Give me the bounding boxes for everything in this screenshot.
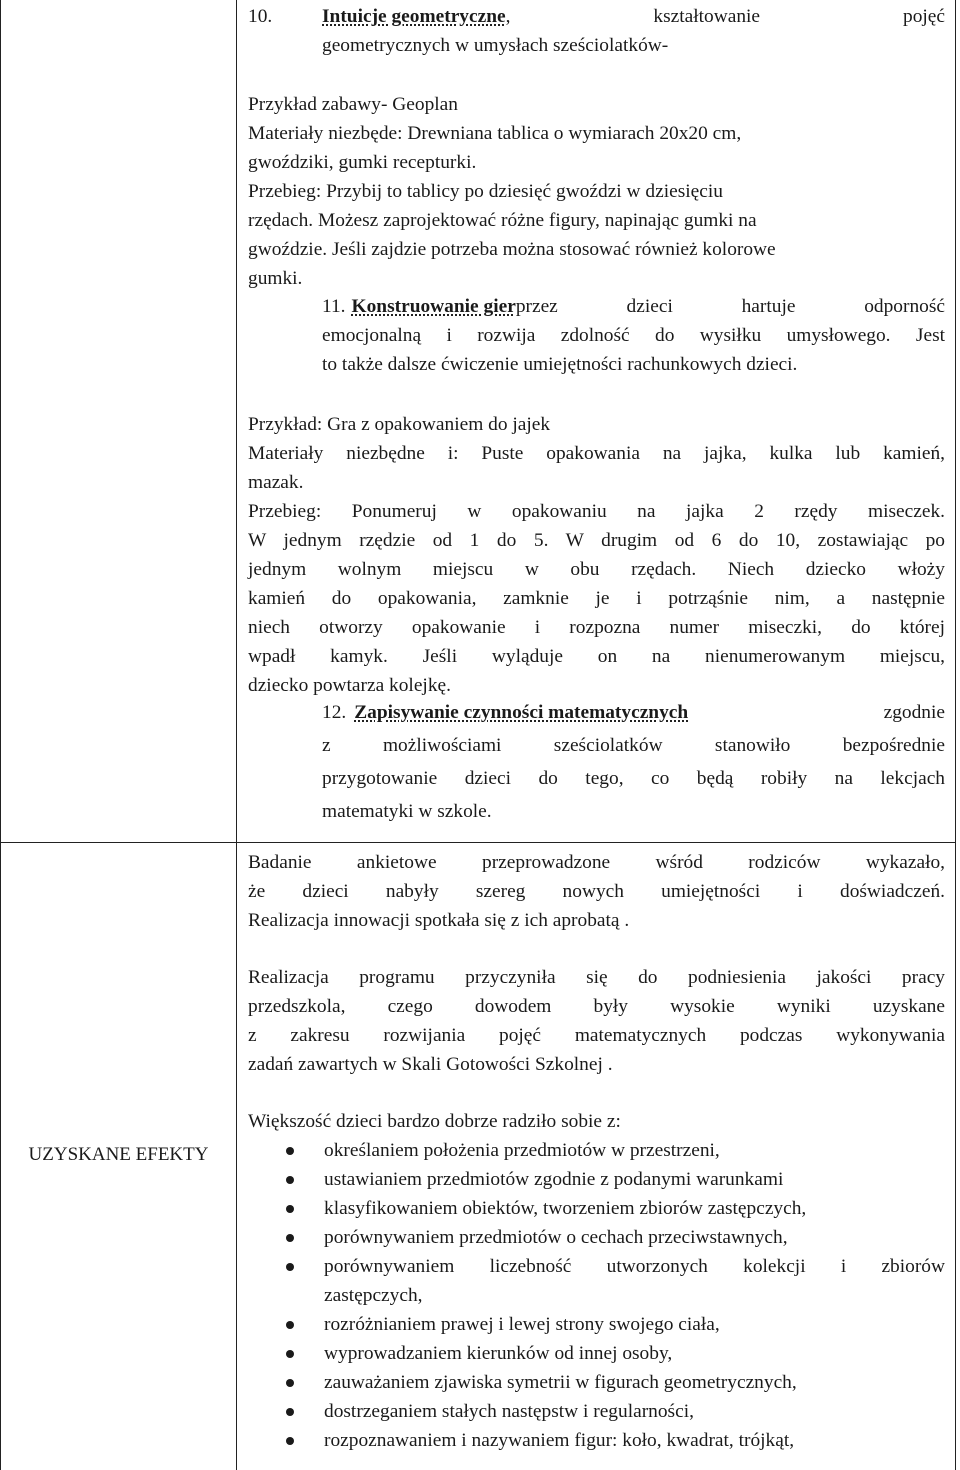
effects-skills-intro: Większość dzieci bardzo dobrze radziło sobie z: [248, 1111, 621, 1132]
table-border-divider [236, 0, 237, 1470]
section-11-materials-line2: mazak. [248, 472, 304, 493]
section-12-rest-line3: przygotowanie dzieci do tego, co będą robiły na lekcjach [322, 768, 945, 789]
list-item: rozróżnianiem prawej i lewej strony swojego ciała, [248, 1310, 945, 1339]
section-11-example: Przykład: Gra z opakowaniem do jajek [248, 414, 551, 435]
effects-p1-line2: że dzieci nabyły szereg nowych umiejętności i doświadczeń. [248, 881, 945, 902]
bullet-icon [286, 1234, 294, 1242]
section-10-body [248, 90, 945, 293]
effects-paragraph-1 [248, 848, 945, 935]
section-11-title: Konstruowanie gier [351, 296, 516, 317]
section-11-course-line3: jednym wolnym miejscu w obu rzędach. Niech dziecko włoży [248, 559, 945, 580]
effects-paragraph-2 [248, 963, 945, 1079]
section-10-title: Intuicje geometryczne [322, 6, 506, 27]
section-10-course-line1: Przebieg: Przybij to tablicy po dziesięć gwoździ w dziesięciu [248, 181, 723, 202]
list-item: klasyfikowaniem obiektów, tworzeniem zbiorów zastępczych, [248, 1194, 945, 1223]
bullet-icon [286, 1379, 294, 1387]
bullet-icon [286, 1321, 294, 1329]
section-11-course-line7: dziecko powtarza kolejkę. [248, 675, 451, 696]
section-11-body [248, 410, 945, 700]
section-10-course-line3: gwoździe. Jeśli zajdzie potrzeba można stosować również kolorowe [248, 239, 776, 260]
section-10-materials-line1: Materiały niezbęde: Drewniana tablica o wymiarach 20x20 cm, [248, 123, 742, 144]
bullet-icon [286, 1437, 294, 1445]
section-11-number: 11. [322, 296, 346, 317]
effects-label: UZYSKANE EFEKTY [28, 1144, 209, 1165]
section-10-example: Przykład zabawy- Geoplan [248, 94, 458, 115]
section-10-course-line4: gumki. [248, 268, 303, 289]
section-11-course-line4: kamień do opakowania, zamknie je i potrząśnie nim, a następnie [248, 588, 945, 609]
section-11-materials-line1: Materiały niezbędne i: Puste opakowania na jajka, kulka lub kamień, [248, 443, 945, 464]
section-11-course-line1: Przebieg: Ponumeruj w opakowaniu na jajka 2 rzędy miseczek. [248, 501, 945, 522]
bullet-icon [286, 1176, 294, 1184]
list-item: określaniem położenia przedmiotów w przestrzeni, [248, 1136, 945, 1165]
section-10-title-line2: geometrycznych w umysłach sześciolatków- [322, 35, 669, 56]
list-item: wyprowadzaniem kierunków od innej osoby, [248, 1339, 945, 1368]
effects-p2-line2: przedszkola, czego dowodem były wysokie wyniki uzyskane [248, 996, 945, 1017]
section-12-rest-line1: zgodnie [883, 702, 945, 723]
section-10-number: 10. [248, 6, 273, 27]
list-item: porównywaniem przedmiotów o cechach przeciwstawnych, [248, 1223, 945, 1252]
effects-p2-line3: z zakresu rozwijania pojęć matematycznych podczas wykonywania [248, 1025, 945, 1046]
list-item: rozpoznawaniem i nazywaniem figur: koło, kwadrat, trójkąt, [248, 1426, 945, 1455]
section-11-course-line5: niech otworzy opakowanie i rozpozna numer miseczki, do której [248, 617, 945, 638]
table-border-right [955, 0, 956, 1470]
bullet-icon [286, 1147, 294, 1155]
effects-p1-line3: Realizacja innowacji spotkała się z ich aprobatą . [248, 910, 630, 931]
section-11-rest-line3: to także dalsze ćwiczenie umiejętności rachunkowych dzieci. [322, 354, 798, 375]
section-10-course-line2: rzędach. Możesz zaprojektować różne figury, napinając gumki na [248, 210, 757, 231]
section-11-course-line2: W jednym rzędzie od 1 do 5. W drugim od 6 do 10, zostawiając po [248, 530, 945, 551]
list-item: porównywaniem liczebność utworzonych kolekcji i zbiorów [248, 1252, 945, 1281]
label-cell [1, 843, 236, 1470]
section-11-course-line6: wpadł kamyk. Jeśli wyląduje on na nienumerowanym miejscu, [248, 646, 945, 667]
section-10-materials-line2: gwoździki, gumki recepturki. [248, 152, 477, 173]
section-12-rest-line4: matematyki w szkole. [322, 801, 492, 822]
bullet-icon [286, 1263, 294, 1271]
section-11 [322, 292, 945, 379]
section-11-rest-line1: przez dzieci hartuje odporność [515, 296, 945, 317]
bullet-icon [286, 1350, 294, 1358]
section-11-rest-line2: emocjonalną i rozwija zdolność do wysiłku umysłowego. Jest [322, 325, 945, 346]
bullet-icon [286, 1408, 294, 1416]
section-12-rest-line2: z możliwościami sześciolatków stanowiło bezpośrednie [322, 735, 945, 756]
section-12-title: Zapisywanie czynności matematycznych [354, 702, 689, 723]
list-item: zauważaniem zjawiska symetrii w figurach geometrycznych, [248, 1368, 945, 1397]
list-item: dostrzeganiem stałych następstw i regularności, [248, 1397, 945, 1426]
effects-p2-line4: zadań zawartych w Skali Gotowości Szkolnej . [248, 1054, 613, 1075]
effects-skills-list [248, 1136, 945, 1455]
effects-skills [248, 1107, 945, 1455]
effects-p2-line1: Realizacja programu przyczyniła się do podniesienia jakości pracy [248, 967, 945, 988]
bullet-icon [286, 1205, 294, 1213]
section-10 [248, 2, 945, 60]
section-12 [322, 696, 945, 828]
section-12-number: 12. [322, 702, 347, 723]
list-item-continuation: zastępczych, [324, 1285, 423, 1306]
section-10-title-rest: , kształtowanie pojęć [505, 6, 945, 27]
list-item: ustawianiem przedmiotów zgodnie z podanymi warunkami [248, 1165, 945, 1194]
effects-p1-line1: Badanie ankietowe przeprowadzone wśród rodziców wykazało, [248, 852, 945, 873]
